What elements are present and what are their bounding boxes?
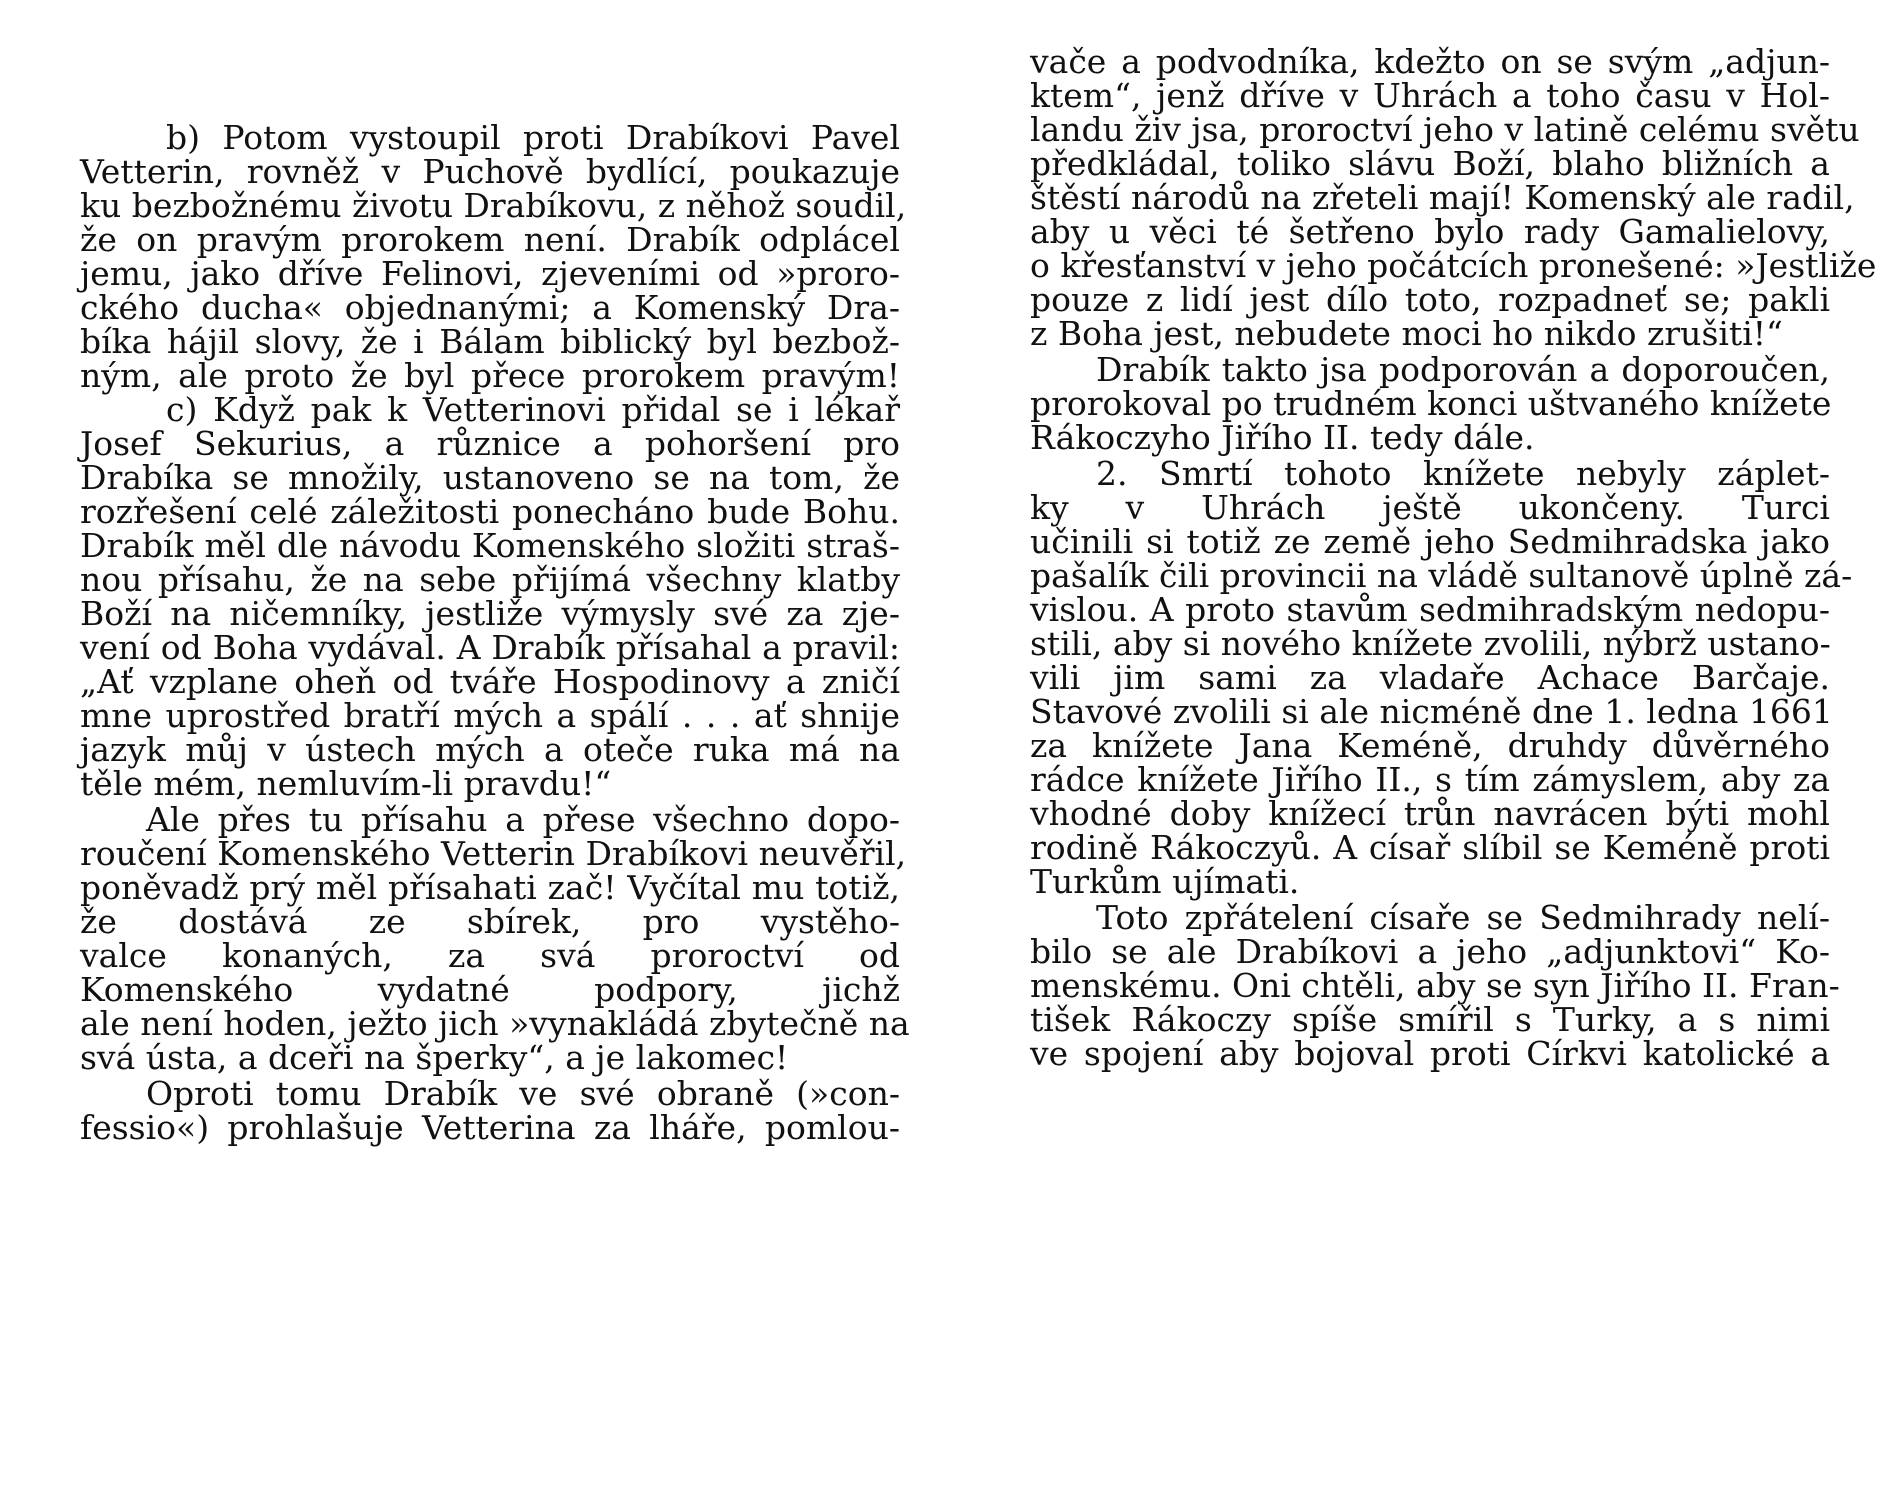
text-line: ve spojení aby bojoval proti Církvi katolické a xyxy=(1030,1034,1830,1073)
left-page xyxy=(80,0,910,1500)
text-line: že on pravým prorokem není. Drabík odplácel xyxy=(80,220,900,259)
text-line: roučení Komenského Vetterin Drabíkovi neuvěřil, xyxy=(80,834,907,873)
text-line: landu živ jsa, proroctví jeho v latině celému světu xyxy=(1030,110,1860,149)
text-line: pašalík čili provincii na vládě sultanově úplně zá- xyxy=(1030,556,1853,595)
text-line: nou přísahu, že na sebe přijímá všechny klatby xyxy=(80,560,900,599)
text-line: ku bezbožnému životu Drabíkovu, z něhož soudil, xyxy=(80,186,907,225)
text-line: vače a podvodníka, kdežto on se svým „adjun- xyxy=(1030,42,1830,81)
text-line: Komenského vydatné podpory, jichž xyxy=(80,970,900,1009)
text-line: ným, ale proto že byl přece prorokem pravým! xyxy=(80,356,900,395)
text-line: rádce knížete Jiřího II., s tím zámyslem, aby za xyxy=(1030,760,1830,799)
text-line: Stavové zvolili si ale nicméně dne 1. ledna 1661 xyxy=(1030,692,1833,731)
right-page xyxy=(1030,0,1877,1500)
text-line: c) Když pak k Vetterinovi přidal se i lékař xyxy=(166,390,900,429)
text-line: valce konaných, za svá proroctví od xyxy=(80,936,900,975)
text-line: Drabíka se množily, ustanoveno se na tom, že xyxy=(80,458,900,497)
text-line: tišek Rákoczy spíše smířil s Turky, a s nimi xyxy=(1030,1000,1830,1039)
text-line: b) Potom vystoupil proti Drabíkovi Pavel xyxy=(166,118,900,157)
text-line: vislou. A proto stavům sedmihradským nedopu- xyxy=(1030,590,1830,629)
text-line: ky v Uhrách ještě ukončeny. Turci xyxy=(1030,488,1830,527)
text-line: prorokoval po trudném konci uštvaného knížete xyxy=(1030,384,1832,423)
text-line: Vetterin, rovněž v Puchově bydlící, poukazuje xyxy=(80,152,900,191)
text-line: svá ústa, a dceři na šperky“, a je lakomec! xyxy=(80,1038,789,1077)
text-line: že dostává ze sbírek, pro vystěho- xyxy=(80,902,900,941)
text-line: Ale přes tu přísahu a přese všechno dopo- xyxy=(146,800,900,839)
text-line: fessio«) prohlašuje Vetterina za lháře, pomlou- xyxy=(80,1108,900,1147)
text-line: jazyk můj v ústech mých a oteče ruka má na xyxy=(80,730,900,769)
text-line: o křesťanství v jeho počátcích pronešené: »Jestliže xyxy=(1030,246,1877,285)
text-line: rodině Rákoczyů. A císař slíbil se Keméně proti xyxy=(1030,828,1830,867)
text-line: Drabík měl dle návodu Komenského složiti straš- xyxy=(80,526,900,565)
text-line: „Ať vzplane oheň od tváře Hospodinovy a zničí xyxy=(80,662,900,701)
text-line: stili, aby si nového knížete zvolili, nýbrž ustano- xyxy=(1030,624,1831,663)
text-line: těle mém, nemluvím-li pravdu!“ xyxy=(80,764,612,803)
text-line: Rákoczyho Jiřího II. tedy dále. xyxy=(1030,418,1535,457)
text-line: Toto zpřátelení císaře se Sedmihrady nelí- xyxy=(1096,898,1830,937)
text-line: aby u věci té šetřeno bylo rady Gamalielovy, xyxy=(1030,212,1830,251)
text-line: předkládal, toliko slávu Boží, blaho bližních a xyxy=(1030,144,1830,183)
text-line: z Boha jest, nebudete moci ho nikdo zrušiti!“ xyxy=(1030,314,1783,353)
text-line: Turkům ujímati. xyxy=(1030,862,1300,901)
text-line: vení od Boha vydával. A Drabík přísahal a pravil: xyxy=(80,628,900,667)
text-line: štěstí národů na zřeteli mají! Komenský ale radil, xyxy=(1030,178,1855,217)
text-line: poněvadž prý měl přísahati zač! Vyčítal mu totiž, xyxy=(80,868,900,907)
text-line: menskému. Oni chtěli, aby se syn Jiřího II. Fran- xyxy=(1030,966,1840,1005)
text-line: ale není hoden, ježto jich »vynakládá zbytečně na xyxy=(80,1004,910,1043)
text-line: mne uprostřed bratří mých a spálí . . . ať shnije xyxy=(80,696,900,735)
text-line: 2. Smrtí tohoto knížete nebyly záplet- xyxy=(1096,454,1830,493)
text-line: vili jim sami za vladaře Achace Barčaje. xyxy=(1030,658,1830,697)
text-line: jemu, jako dříve Felinovi, zjeveními od »proro- xyxy=(80,254,900,293)
text-line: Josef Sekurius, a různice a pohoršení pro xyxy=(80,424,900,463)
text-line: vhodné doby knížecí trůn navrácen býti mohl xyxy=(1030,794,1830,833)
text-line: ckého ducha« objednanými; a Komenský Dra- xyxy=(80,288,900,327)
text-line: učinili si totiž ze země jeho Sedmihradska jako xyxy=(1030,522,1830,561)
text-line: rozřešení celé záležitosti ponecháno bude Bohu. xyxy=(80,492,900,531)
text-line: pouze z lidí jest dílo toto, rozpadneť se; pakli xyxy=(1030,280,1830,319)
text-line: ktem“, jenž dříve v Uhrách a toho času v Hol- xyxy=(1030,76,1830,115)
text-line: Drabík takto jsa podporován a doporoučen, xyxy=(1096,350,1830,389)
text-line: za knížete Jana Keméně, druhdy důvěrného xyxy=(1030,726,1830,765)
text-line: Oproti tomu Drabík ve své obraně (»con- xyxy=(146,1074,900,1113)
text-line: bilo se ale Drabíkovi a jeho „adjunktovi“ Ko- xyxy=(1030,932,1830,971)
text-line: bíka hájil slovy, že i Bálam biblický byl bezbož- xyxy=(80,322,900,361)
text-line: Boží na ničemníky, jestliže výmysly své za zje- xyxy=(80,594,900,633)
